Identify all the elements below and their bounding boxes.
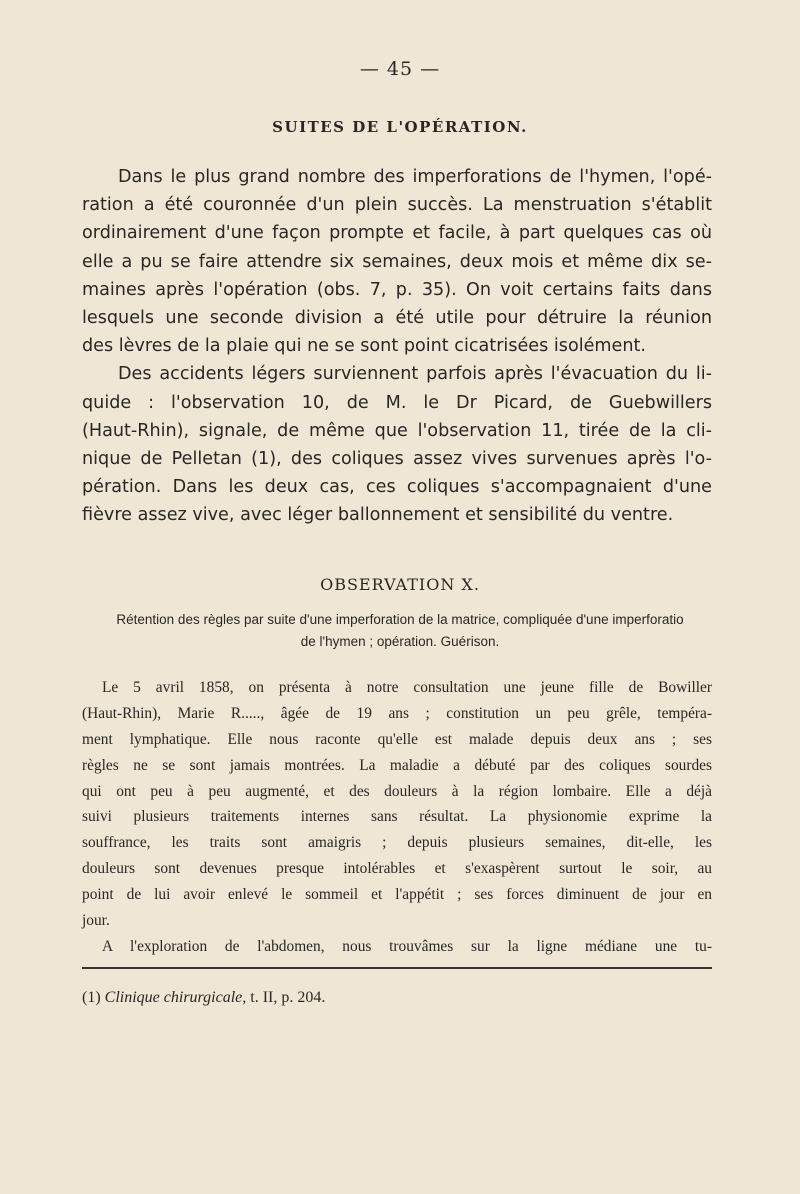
text-line: elle a pu se faire attendre six semaines, deux mois et même dix se- [82, 251, 712, 272]
text-line: point de lui avoir enlevé le sommeil et l'appétit ; ses forces diminuent de jour en [82, 886, 712, 904]
text-line: Le 5 avril 1858, on présenta à notre consultation une jeune fille de Bowiller [102, 679, 712, 696]
text-line: règles ne se sont jamais montrées. La maladie a débuté par des coliques sourdes [82, 756, 712, 774]
footnote-reference: t. II, p. 204. [250, 989, 326, 1006]
observation-title: OBSERVATION X. [320, 575, 480, 594]
text-line: Dans le plus grand nombre des imperforations de l'hymen, l'opé- [118, 167, 712, 187]
text-line: douleurs sont devenues presque intolérables et s'exaspèrent surtout le soir, au [82, 860, 712, 878]
observation-subtitle [80, 609, 720, 653]
footnote-title: Clinique chirurgicale, [104, 989, 247, 1006]
text-line: suivi plusieurs traitements internes sans résultat. La physionomie exprime la [82, 808, 712, 826]
page-number: — 45 — [359, 58, 441, 80]
subtitle-line: de l'hymen ; opération. Guérison. [300, 634, 500, 649]
text-line: nique de Pelletan (1), des coliques assez vives survenues après l'o- [82, 448, 712, 469]
text-line: maines après l'opération (obs. 7, p. 35). On voit certains faits dans [82, 279, 712, 300]
text-line: souffrance, les traits sont amaigris ; depuis plusieurs semaines, dit-elle, les [82, 834, 712, 852]
text-line: ration a été couronnée d'un plein succès. La menstruation s'établit [82, 195, 712, 216]
footnote-rule [82, 967, 712, 969]
observation-body [82, 675, 712, 960]
text-line: ordinairement d'une façon prompte et facile, à part quelques cas où [82, 223, 712, 244]
subtitle-line: Rétention des règles par suite d'une imperforation de la matrice, compliquée d'une imperforatio [116, 612, 684, 627]
intro-paragraph [82, 163, 712, 529]
text-line: quide : l'observation 10, de M. le Dr Picard, de Guebwillers [82, 392, 712, 413]
text-line: (Haut-Rhin), signale, de même que l'observation 11, tirée de la cli- [82, 420, 712, 441]
footnote-marker: (1) [82, 989, 101, 1006]
text-line: fièvre assez vive, avec léger ballonnement et sensibilité du ventre. [82, 505, 674, 526]
text-line: ment lymphatique. Elle nous raconte qu'elle est malade depuis deux ans ; ses [82, 730, 712, 748]
text-line: Des accidents légers surviennent parfois après l'évacuation du li- [118, 364, 712, 385]
text-line: jour. [82, 912, 110, 930]
text-line: qui ont peu à peu augmenté, et des douleurs à la région lombaire. Elle a déjà [82, 782, 712, 800]
footnote [82, 989, 712, 1007]
text-line: pération. Dans les deux cas, ces coliques s'accompagnaient d'une [82, 477, 712, 498]
text-line: A l'exploration de l'abdomen, nous trouvâmes sur la ligne médiane une tu- [102, 937, 712, 955]
text-line: des lèvres de la plaie qui ne se sont point cicatrisées isolément. [82, 336, 647, 357]
text-line: lesquels une seconde division a été utile pour détruire la réunion [82, 307, 712, 328]
section-heading: SUITES DE L'OPÉRATION. [272, 118, 528, 136]
text-line: (Haut-Rhin), Marie R....., âgée de 19 ans ; constitution un peu grêle, tempéra- [82, 704, 712, 722]
